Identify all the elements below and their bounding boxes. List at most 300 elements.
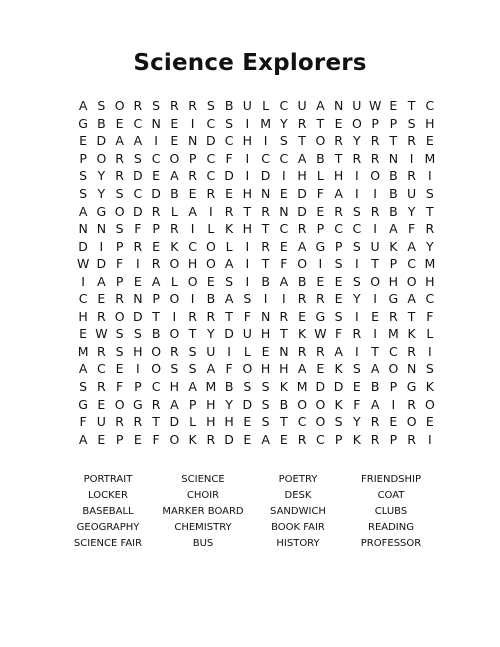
grid-letter: R bbox=[170, 221, 179, 237]
grid-letter: R bbox=[115, 150, 124, 166]
grid-letter: F bbox=[353, 396, 361, 412]
grid-letter: T bbox=[261, 256, 270, 272]
grid-letter: B bbox=[370, 379, 380, 395]
grid-letter: I bbox=[190, 291, 195, 307]
grid-letter: R bbox=[115, 414, 124, 430]
grid-letter: I bbox=[245, 168, 250, 184]
grid-letter: E bbox=[316, 203, 325, 219]
grid-letter: H bbox=[388, 273, 399, 289]
grid-letter: C bbox=[133, 186, 143, 201]
grid-letter: O bbox=[297, 256, 308, 272]
word-list-item: BASEBALL bbox=[82, 506, 134, 517]
grid-letter: D bbox=[133, 308, 143, 324]
grid-letter: C bbox=[352, 221, 362, 237]
grid-row bbox=[74, 343, 439, 361]
grid-letter: W bbox=[368, 98, 382, 114]
grid-letter: C bbox=[97, 361, 106, 377]
grid-letter: R bbox=[206, 431, 216, 447]
grid-letter: O bbox=[169, 431, 180, 447]
grid-letter: S bbox=[261, 396, 270, 412]
grid-letter: K bbox=[170, 238, 179, 254]
grid-letter: O bbox=[242, 361, 253, 377]
grid-letter: F bbox=[116, 256, 124, 272]
grid-letter: M bbox=[205, 379, 217, 395]
word-list-item: GEOGRAPHY bbox=[76, 522, 140, 533]
grid-letter: C bbox=[224, 133, 234, 149]
grid-letter: F bbox=[79, 414, 87, 430]
grid-letter: O bbox=[351, 115, 362, 131]
grid-letter: B bbox=[389, 168, 398, 184]
grid-letter: H bbox=[206, 396, 216, 412]
grid-letter: C bbox=[316, 431, 325, 447]
grid-letter: S bbox=[243, 379, 252, 395]
grid-letter: B bbox=[224, 379, 234, 395]
grid-letter: P bbox=[152, 291, 160, 307]
grid-letter: I bbox=[428, 168, 432, 184]
grid-letter: H bbox=[425, 115, 435, 131]
letter-grid bbox=[74, 97, 439, 448]
grid-letter: S bbox=[334, 414, 343, 430]
grid-letter: E bbox=[188, 186, 197, 201]
grid-letter: H bbox=[242, 221, 253, 237]
grid-letter: I bbox=[136, 256, 140, 272]
grid-letter: E bbox=[334, 273, 343, 289]
grid-letter: C bbox=[206, 168, 216, 184]
grid-letter: A bbox=[170, 396, 179, 412]
grid-letter: A bbox=[78, 203, 88, 219]
grid-letter: C bbox=[188, 238, 197, 254]
grid-letter: S bbox=[115, 186, 124, 201]
grid-letter: E bbox=[279, 431, 288, 447]
grid-letter: C bbox=[151, 150, 161, 166]
grid-letter: U bbox=[96, 414, 106, 430]
grid-letter: P bbox=[389, 431, 398, 447]
grid-letter: L bbox=[243, 343, 251, 359]
grid-letter: H bbox=[260, 361, 271, 377]
grid-letter: E bbox=[97, 431, 106, 447]
grid-letter: Y bbox=[426, 238, 434, 254]
grid-letter: E bbox=[334, 115, 343, 131]
word-list-item: DESK bbox=[284, 490, 312, 501]
grid-letter: I bbox=[227, 343, 231, 359]
grid-letter: E bbox=[279, 238, 288, 254]
grid-letter: I bbox=[355, 186, 359, 201]
grid-letter: G bbox=[133, 396, 143, 412]
grid-letter: D bbox=[224, 168, 234, 184]
grid-row bbox=[74, 167, 439, 185]
grid-letter: U bbox=[297, 98, 307, 114]
grid-letter: S bbox=[334, 256, 343, 272]
grid-letter: B bbox=[297, 273, 307, 289]
grid-letter: C bbox=[206, 115, 216, 131]
grid-letter: Y bbox=[225, 396, 233, 412]
grid-letter: T bbox=[316, 115, 325, 131]
word-list-item: FRIENDSHIP bbox=[361, 474, 421, 485]
grid-letter: H bbox=[297, 168, 307, 184]
word-list-item: SANDWICH bbox=[270, 506, 326, 517]
grid-letter: I bbox=[355, 168, 359, 184]
grid-letter: I bbox=[245, 238, 250, 254]
grid-letter: N bbox=[187, 133, 198, 149]
grid-letter: R bbox=[297, 431, 307, 447]
grid-letter: C bbox=[279, 221, 289, 237]
grid-letter: F bbox=[116, 379, 124, 395]
grid-row bbox=[74, 360, 439, 378]
grid-letter: G bbox=[315, 308, 326, 324]
grid-letter: S bbox=[243, 291, 252, 307]
grid-row bbox=[74, 255, 439, 273]
grid-letter: G bbox=[406, 379, 417, 395]
grid-letter: D bbox=[297, 186, 307, 201]
grid-letter: I bbox=[263, 291, 268, 307]
grid-letter: M bbox=[424, 150, 436, 166]
grid-letter: L bbox=[207, 221, 215, 237]
grid-letter: O bbox=[114, 396, 125, 412]
grid-row bbox=[74, 413, 439, 431]
word-list-item: POETRY bbox=[278, 474, 318, 485]
grid-letter: A bbox=[407, 291, 416, 307]
grid-letter: O bbox=[187, 273, 198, 289]
grid-letter: R bbox=[188, 98, 197, 114]
grid-letter: O bbox=[297, 396, 308, 412]
grid-letter: A bbox=[224, 256, 234, 272]
grid-letter: T bbox=[280, 326, 288, 342]
grid-letter: C bbox=[78, 291, 88, 307]
grid-letter: N bbox=[260, 186, 271, 201]
grid-letter: R bbox=[407, 343, 416, 359]
grid-letter: S bbox=[79, 186, 88, 201]
grid-row bbox=[74, 430, 439, 448]
grid-letter: P bbox=[334, 238, 343, 254]
grid-letter: R bbox=[316, 343, 325, 359]
word-list-item: SCIENCE bbox=[181, 474, 225, 485]
grid-letter: R bbox=[261, 238, 270, 254]
grid-letter: Y bbox=[280, 115, 288, 131]
grid-letter: R bbox=[407, 396, 416, 412]
grid-letter: T bbox=[389, 133, 398, 149]
grid-letter: E bbox=[97, 291, 106, 307]
grid-letter: N bbox=[133, 291, 143, 307]
grid-letter: R bbox=[97, 379, 106, 395]
grid-letter: A bbox=[297, 361, 307, 377]
grid-letter: W bbox=[314, 326, 327, 342]
grid-letter: N bbox=[260, 308, 271, 324]
grid-letter: K bbox=[389, 238, 398, 254]
grid-row bbox=[74, 115, 439, 133]
grid-letter: L bbox=[316, 168, 324, 184]
grid-row bbox=[74, 97, 439, 115]
grid-letter: R bbox=[334, 203, 343, 219]
grid-letter: I bbox=[355, 308, 359, 324]
word-list-row bbox=[0, 472, 500, 488]
grid-letter: R bbox=[188, 308, 197, 324]
grid-row bbox=[74, 325, 439, 343]
grid-letter: P bbox=[316, 221, 325, 237]
grid-letter: I bbox=[209, 203, 213, 219]
grid-letter: P bbox=[115, 431, 124, 447]
grid-letter: H bbox=[242, 186, 253, 201]
grid-letter: H bbox=[260, 326, 271, 342]
grid-letter: O bbox=[169, 256, 180, 272]
grid-letter: G bbox=[78, 396, 88, 412]
grid-letter: R bbox=[407, 168, 416, 184]
grid-letter: F bbox=[225, 150, 233, 166]
grid-letter: T bbox=[407, 308, 416, 324]
grid-letter: O bbox=[424, 396, 435, 412]
grid-letter: P bbox=[79, 150, 87, 166]
grid-letter: R bbox=[352, 150, 362, 166]
word-list-item: BOOK FAIR bbox=[271, 522, 325, 533]
grid-letter: F bbox=[280, 256, 288, 272]
grid-letter: W bbox=[76, 256, 90, 272]
grid-letter: I bbox=[373, 186, 377, 201]
grid-letter: B bbox=[316, 150, 325, 166]
word-list-item: READING bbox=[368, 522, 414, 533]
grid-letter: P bbox=[152, 221, 160, 237]
grid-letter: I bbox=[190, 221, 195, 237]
grid-letter: E bbox=[152, 168, 161, 184]
grid-letter: N bbox=[406, 361, 417, 377]
grid-letter: R bbox=[297, 343, 307, 359]
grid-letter: U bbox=[206, 343, 216, 359]
grid-letter: T bbox=[298, 133, 306, 149]
word-list-row bbox=[0, 488, 500, 504]
grid-letter: D bbox=[206, 133, 216, 149]
grid-letter: F bbox=[426, 308, 434, 324]
grid-letter: A bbox=[224, 291, 234, 307]
grid-row bbox=[74, 220, 439, 238]
grid-letter: G bbox=[315, 238, 326, 254]
grid-letter: L bbox=[170, 203, 178, 219]
grid-letter: T bbox=[261, 221, 270, 237]
grid-letter: O bbox=[151, 361, 162, 377]
grid-letter: F bbox=[152, 431, 160, 447]
grid-letter: D bbox=[297, 203, 307, 219]
grid-letter: S bbox=[352, 361, 361, 377]
grid-letter: I bbox=[428, 431, 432, 447]
grid-letter: S bbox=[407, 115, 416, 131]
word-list bbox=[0, 472, 500, 552]
grid-letter: S bbox=[170, 361, 179, 377]
grid-letter: S bbox=[79, 379, 88, 395]
grid-letter: M bbox=[424, 256, 436, 272]
grid-letter: R bbox=[133, 414, 143, 430]
grid-letter: A bbox=[334, 186, 343, 201]
grid-letter: K bbox=[188, 431, 197, 447]
grid-letter: E bbox=[425, 414, 434, 430]
grid-letter: A bbox=[297, 150, 307, 166]
grid-letter: H bbox=[206, 414, 216, 430]
grid-letter: I bbox=[99, 238, 104, 254]
grid-letter: E bbox=[79, 326, 88, 342]
grid-letter: O bbox=[169, 150, 180, 166]
word-list-row bbox=[0, 504, 500, 520]
word-list-item: HISTORY bbox=[276, 538, 320, 549]
grid-letter: D bbox=[315, 379, 326, 395]
grid-letter: B bbox=[224, 98, 234, 114]
grid-letter: R bbox=[115, 291, 124, 307]
grid-letter: A bbox=[97, 273, 106, 289]
grid-letter: H bbox=[279, 361, 289, 377]
grid-letter: O bbox=[205, 238, 216, 254]
grid-letter: H bbox=[133, 343, 143, 359]
word-list-row bbox=[0, 520, 500, 536]
grid-letter: E bbox=[261, 343, 270, 359]
grid-letter: Y bbox=[353, 414, 361, 430]
grid-letter: I bbox=[428, 343, 432, 359]
grid-letter: E bbox=[206, 273, 215, 289]
grid-letter: U bbox=[242, 326, 252, 342]
grid-letter: R bbox=[407, 133, 416, 149]
grid-letter: E bbox=[389, 98, 398, 114]
grid-letter: M bbox=[260, 115, 272, 131]
grid-letter: T bbox=[152, 414, 160, 430]
grid-letter: Y bbox=[207, 326, 215, 342]
grid-letter: G bbox=[96, 203, 107, 219]
grid-letter: B bbox=[389, 203, 398, 219]
grid-letter: S bbox=[225, 115, 234, 131]
grid-letter: I bbox=[172, 308, 177, 324]
grid-letter: M bbox=[296, 379, 308, 395]
grid-letter: C bbox=[206, 150, 216, 166]
grid-letter: K bbox=[298, 326, 307, 342]
grid-letter: E bbox=[115, 361, 124, 377]
grid-letter: S bbox=[133, 150, 142, 166]
grid-letter: U bbox=[242, 98, 252, 114]
grid-letter: L bbox=[426, 326, 434, 342]
grid-letter: I bbox=[245, 115, 250, 131]
grid-letter: A bbox=[133, 133, 143, 149]
grid-letter: Y bbox=[97, 186, 106, 201]
grid-letter: S bbox=[261, 414, 270, 430]
grid-letter: S bbox=[115, 221, 124, 237]
grid-letter: E bbox=[371, 308, 380, 324]
grid-letter: I bbox=[282, 168, 286, 184]
grid-letter: R bbox=[297, 291, 307, 307]
grid-letter: P bbox=[188, 396, 197, 412]
word-list-item: PORTRAIT bbox=[83, 474, 133, 485]
grid-letter: C bbox=[334, 221, 343, 237]
grid-letter: E bbox=[243, 431, 252, 447]
grid-letter: O bbox=[96, 150, 107, 166]
grid-letter: A bbox=[297, 238, 307, 254]
grid-letter: R bbox=[151, 256, 161, 272]
grid-letter: R bbox=[170, 98, 179, 114]
grid-letter: R bbox=[206, 308, 216, 324]
grid-letter: D bbox=[169, 414, 180, 430]
grid-letter: R bbox=[407, 431, 416, 447]
grid-letter: R bbox=[425, 221, 435, 237]
grid-letter: A bbox=[279, 273, 289, 289]
grid-letter: U bbox=[352, 98, 362, 114]
grid-letter: T bbox=[152, 308, 160, 324]
grid-letter: H bbox=[78, 308, 88, 324]
grid-letter: R bbox=[297, 221, 307, 237]
grid-letter: L bbox=[189, 414, 197, 430]
grid-letter: S bbox=[152, 98, 161, 114]
grid-letter: R bbox=[370, 203, 380, 219]
grid-letter: I bbox=[263, 133, 268, 149]
grid-row bbox=[74, 237, 439, 255]
grid-letter: B bbox=[206, 291, 216, 307]
grid-letter: S bbox=[115, 343, 124, 359]
grid-row bbox=[74, 272, 439, 290]
grid-letter: Y bbox=[407, 203, 416, 219]
word-list-item: PROFESSOR bbox=[360, 538, 422, 549]
grid-letter: C bbox=[279, 150, 289, 166]
grid-row bbox=[74, 185, 439, 203]
grid-letter: O bbox=[370, 273, 381, 289]
grid-letter: C bbox=[425, 98, 435, 114]
grid-letter: I bbox=[391, 396, 396, 412]
grid-letter: I bbox=[282, 291, 286, 307]
grid-letter: H bbox=[169, 379, 180, 395]
grid-letter: E bbox=[115, 115, 124, 131]
grid-letter: L bbox=[170, 273, 178, 289]
grid-letter: O bbox=[315, 133, 326, 149]
grid-letter: H bbox=[224, 414, 234, 430]
grid-letter: B bbox=[97, 115, 106, 131]
grid-letter: F bbox=[225, 361, 233, 377]
grid-letter: D bbox=[133, 203, 143, 219]
grid-letter: A bbox=[78, 361, 88, 377]
grid-letter: R bbox=[316, 291, 325, 307]
grid-letter: U bbox=[407, 186, 417, 201]
grid-letter: A bbox=[407, 238, 416, 254]
grid-letter: N bbox=[279, 203, 289, 219]
grid-letter: N bbox=[333, 98, 344, 114]
word-list-item: MARKER BOARD bbox=[162, 506, 244, 517]
grid-letter: O bbox=[370, 168, 381, 184]
grid-letter: A bbox=[151, 273, 161, 289]
grid-letter: A bbox=[261, 431, 270, 447]
grid-letter: S bbox=[188, 361, 197, 377]
grid-letter: Y bbox=[353, 291, 361, 307]
grid-row bbox=[74, 202, 439, 220]
grid-letter: T bbox=[225, 308, 233, 324]
grid-letter: S bbox=[279, 133, 288, 149]
grid-letter: G bbox=[78, 115, 88, 131]
grid-letter: S bbox=[188, 343, 197, 359]
grid-letter: T bbox=[407, 98, 416, 114]
grid-letter: R bbox=[224, 203, 234, 219]
grid-letter: R bbox=[97, 343, 106, 359]
grid-letter: T bbox=[280, 414, 288, 430]
grid-letter: E bbox=[170, 133, 179, 149]
grid-letter: O bbox=[315, 414, 326, 430]
grid-letter: O bbox=[388, 361, 399, 377]
word-list-item: CHOIR bbox=[186, 490, 220, 501]
grid-letter: D bbox=[260, 168, 271, 184]
grid-letter: P bbox=[134, 379, 142, 395]
grid-letter: T bbox=[334, 150, 343, 166]
grid-letter: E bbox=[316, 273, 325, 289]
grid-letter: R bbox=[170, 343, 179, 359]
grid-letter: R bbox=[151, 396, 161, 412]
grid-letter: R bbox=[133, 238, 143, 254]
grid-letter: I bbox=[355, 343, 359, 359]
grid-letter: B bbox=[279, 396, 289, 412]
grid-letter: I bbox=[154, 133, 158, 149]
word-list-item: COAT bbox=[377, 490, 405, 501]
grid-letter: D bbox=[96, 133, 107, 149]
grid-letter: S bbox=[97, 98, 106, 114]
grid-letter: C bbox=[279, 98, 289, 114]
grid-letter: P bbox=[389, 256, 398, 272]
grid-row bbox=[74, 290, 439, 308]
grid-letter: H bbox=[187, 256, 198, 272]
grid-letter: B bbox=[261, 273, 270, 289]
